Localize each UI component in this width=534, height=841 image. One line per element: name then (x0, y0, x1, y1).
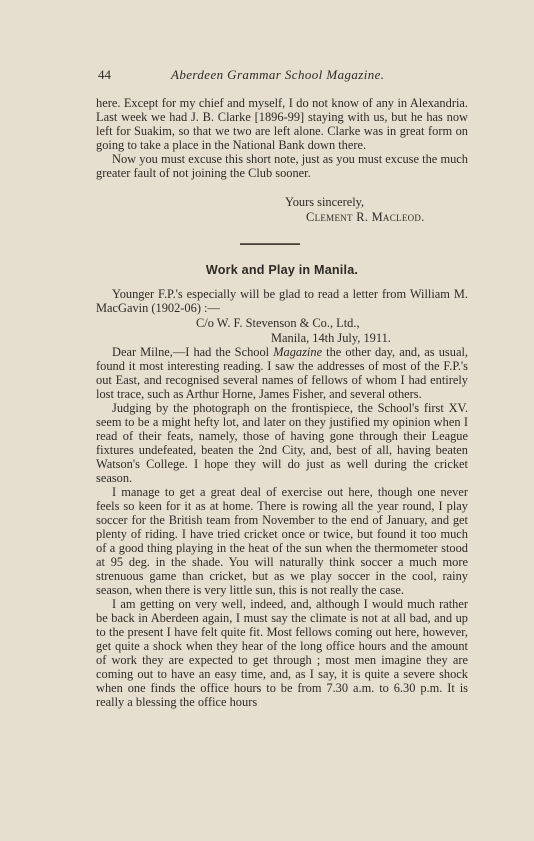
section-divider (240, 243, 300, 245)
article-paragraph (96, 345, 468, 401)
running-title: Aberdeen Grammar School Magazine. (171, 67, 385, 82)
page-header (98, 67, 470, 87)
letter-paragraph: Now you must excuse this short note, just as you must excuse the much greater fault of not joining the Club sooner. (96, 152, 468, 180)
magazine-reference: Magazine (273, 345, 323, 359)
letter-paragraph: here. Except for my chief and myself, I do not know of any in Alexandria. Last week we had J. B. Clarke [1896-99] staying with us, but he has now left for Suakim, so that we two are left alone. Clarke was in great form on going to take a place in the National Bank down there. (96, 96, 468, 152)
paragraph-text: the other day, and, as usual, found it most interesting reading. I saw the addresses of most of the F.P.'s out East, and recognised several names of fellows of whom I had entirely lost trace, such as Arthur Horne, James Fisher, and several others. (96, 345, 468, 401)
article-paragraph: Judging by the photograph on the frontispiece, the School's first XV. seem to be a might hefty lot, and later on they justified my opinion when I read of their feats, namely, those of having gone through their League fixtures undefeated, beaten the 2nd City, and, best of all, having beaten Watson's College. I hope they will do just as well during the cricket season. (96, 401, 468, 485)
intro-paragraph: Younger F.P.'s especially will be glad to read a letter from William M. MacGavin (1902-06) :— (96, 287, 468, 315)
article-title: Work and Play in Manila. (205, 263, 359, 277)
article-paragraph: I manage to get a great deal of exercise out here, though one never feels so keen for it as at home. There is rowing all the year round, I play soccer for the British team from November to the end of January, and get plenty of riding. I have tried cricket once or twice, but found it too much of a good thing playing in the heat of the sun when the thermometer stood at 95 deg. in the shade. You will naturally think soccer a much more strenuous game than cricket, but as we play soccer in the cool, rainy season, when there is very little sun, this is not really the case. (96, 485, 468, 597)
salutation-text: Dear Milne,—I had the School (112, 345, 274, 359)
article-paragraph: I am getting on very well, indeed, and, although I would much rather be back in Aberdeen again, I must say the climate is not at all bad, and up to the present I have felt quite fit. Most fellows coming out here, however, get quite a shock when they hear of the long office hours and the amount of work they are expected to get through ; most men imagine they are coming out to have an easy time, and, as I say, it is quite a severe shock when one finds the office hours to be from 7.30 a.m. to 6.30 p.m. It is really a blessing the office hours (96, 597, 468, 709)
article-intro (96, 287, 468, 315)
letter-body (96, 96, 468, 180)
date-line: Manila, 14th July, 1911. (271, 331, 391, 345)
article-body (96, 345, 468, 709)
page-number: 44 (98, 67, 111, 82)
address-line: C/o W. F. Stevenson & Co., Ltd., (196, 316, 360, 330)
letter-signature: Clement R. Macleod. (306, 210, 425, 224)
letter-closing: Yours sincerely, (285, 195, 365, 209)
